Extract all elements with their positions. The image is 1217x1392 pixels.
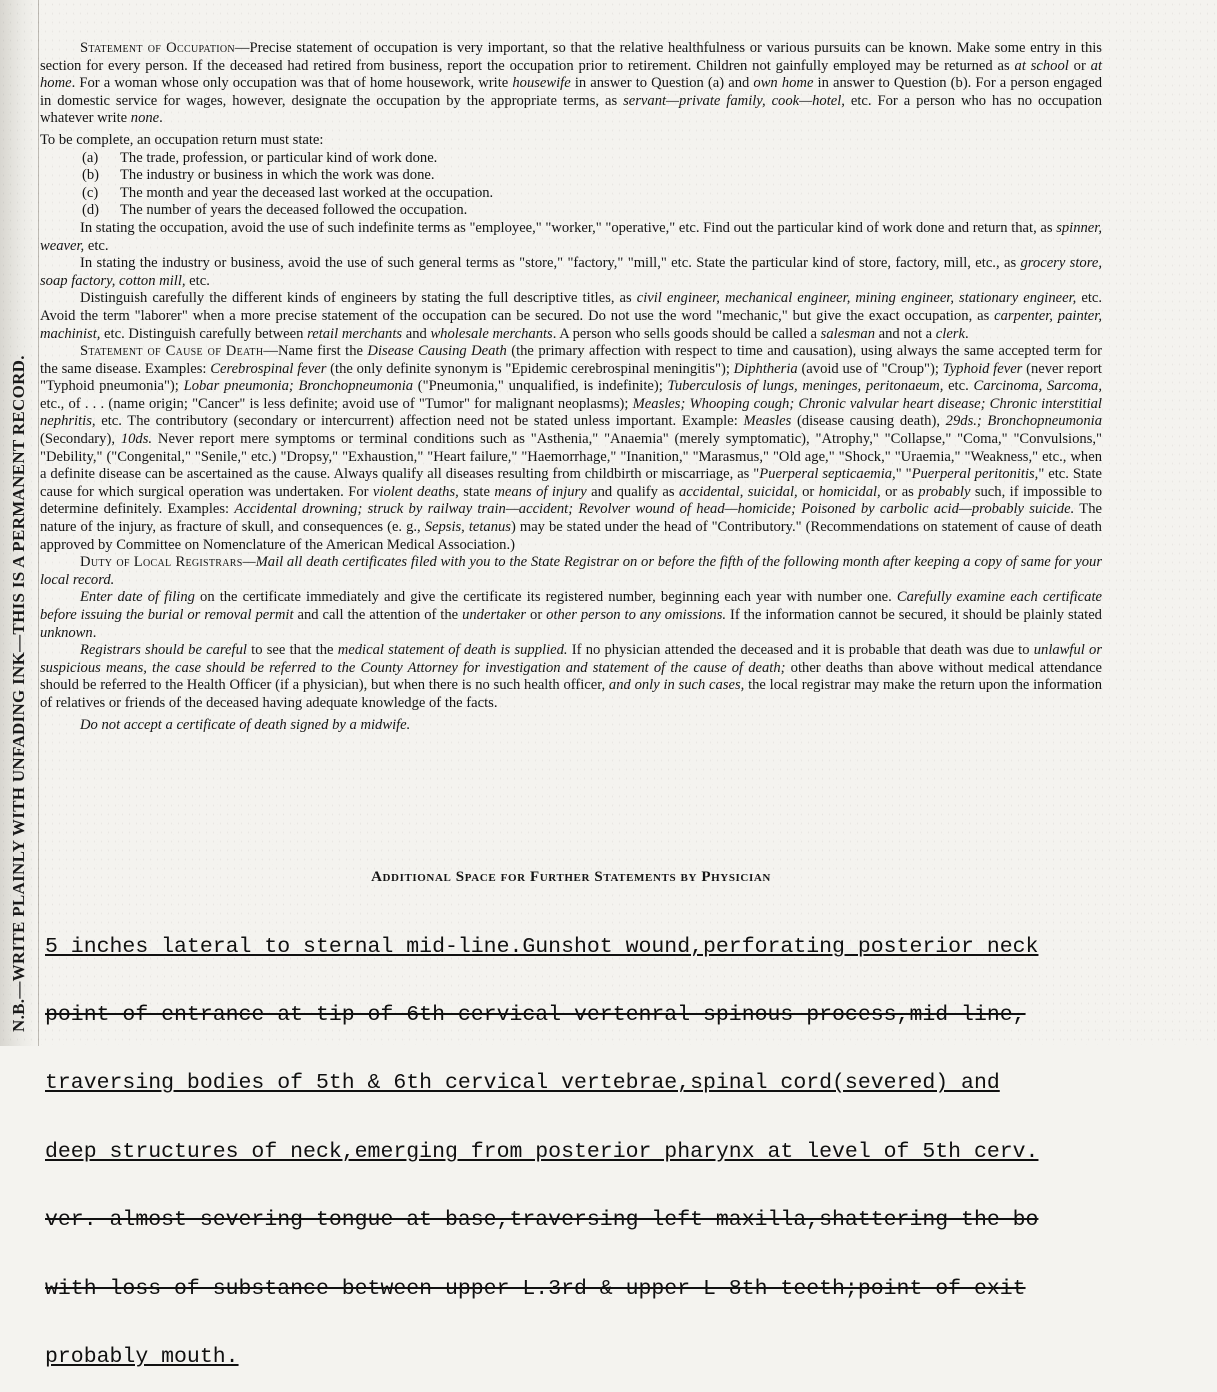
occupation-requirements-list — [82, 150, 1102, 220]
requirement-item: (a) The trade, profession, or particular kind of work done. — [82, 149, 438, 166]
midwife-notice: Do not accept a certificate of death signed by a midwife. — [80, 716, 411, 733]
filing-paragraph: Enter date of filing on the certificate immediately and give the certificate its registered number, beginning each year with number one. Carefully examine each certificate before issuing the burial or removal permit and call the attention of the undertaker or other person to any omissions. If the information cannot be secured, it should be plainly stated unknown. — [40, 589, 1102, 641]
occupation-requirements-intro: To be complete, an occupation return must state: — [40, 131, 324, 148]
permanent-record-note: N.B.—WRITE PLAINLY WITH UNFADING INK—THIS IS A PERMANENT RECORD. — [9, 355, 28, 1032]
cause-of-death-heading: Statement of Cause of Death — [80, 343, 264, 360]
physician-typed-statement — [45, 890, 1217, 1369]
typed-line: ver. almost severing tongue at base,traversing left maxilla,shattering the bo — [45, 1208, 1039, 1233]
engineers-paragraph: Distinguish carefully the different kinds of engineers by stating the full descriptive titles, as civil engineer, mechanical engineer, mining engineer, stationary engineer, etc. Avoid the term "laborer" when a more precise statement of the occupation can be secured. Do not use the word "mechanic," but give the exact occupation, as carpenter, painter, machinist, etc. Distinguish carefully between retail merchants and wholesale merchants. A person who sells goods should be called a salesman and not a clerk. — [40, 290, 1103, 342]
requirement-item: (b) The industry or business in which the work was done. — [82, 167, 435, 184]
left-margin-strip — [0, 0, 39, 1046]
typed-line: point of entrance at tip of 6th cervical vertenral spinous process,mid-line, — [45, 1002, 1026, 1027]
registrars-duty-paragraph: Duty of Local Registrars—Mail all death certificates filed with you to the State Registrar on or before the fifth of the following month after keeping a copy of same for your local record. — [40, 554, 1102, 588]
medical-statement-paragraph: Registrars should be careful to see that the medical statement of death is supplied. If no physician attended the deceased and it is probable that death was due to unlawful or suspicious means, the case should be referred to the County Attorney for investigation and statement of the cause of death; other deaths than above without medical attendance should be referred to the Health Officer (if a physician), but when there is no such health officer, and only in such cases, the local registrar may make the return upon the information of relatives or friends of the deceased having adequate knowledge of the facts. — [40, 642, 1103, 711]
occupation-heading: Statement of Occupation — [80, 40, 235, 56]
typed-line: probably mouth. — [45, 1344, 239, 1369]
additional-space-heading: Additional Space for Further Statements by Physician — [371, 869, 771, 885]
requirement-item: (c) The month and year the deceased last worked at the occupation. — [82, 184, 494, 201]
requirement-item: (d) The number of years the deceased followed the occupation. — [82, 202, 468, 219]
occupation-paragraph: Statement of Occupation—Precise statement of occupation is very important, so that the relative healthfulness or various pursuits can be known. Make some entry in this section for every person. If the deceased had retired from business, report the occupation prior to retirement. Children not gainfully employed may be returned as at school or at home. For a woman whose only occupation was that of home housework, write housewife in answer to Question (a) and own home in answer to Question (b). For a person engaged in domestic service for wages, however, designate the occupation by the appropriate terms, as servant—private family, cook—hotel, etc. For a person who has no occupation whatever write none. — [40, 40, 1103, 127]
typed-line: 5 inches lateral to sternal mid-line.Gunshot wound,perforating posterior neck — [45, 934, 1039, 959]
typed-line: traversing bodies of 5th & 6th cervical vertebrae,spinal cord(severed) and — [45, 1071, 1000, 1096]
cause-of-death-paragraph: Statement of Cause of Death—Name first the Disease Causing Death (the primary affection with respect to time and causation), using always the same accepted term for the same disease. Examples: Cerebrospinal fever (the only definite synonym is "Epidemic cerebrospinal meningitis"); Diphtheria (avoid use of "Croup"); Typhoid fever (never report "Typhoid pneumonia"); Lobar pneumonia; Bronchopneumonia ("Pneumonia," unqualified, is indefinite); Tuberculosis of lungs, meninges, peritonaeum, etc. Carcinoma, Sarcoma, etc., of . . . (name origin; "Cancer" is less definite; avoid use of "Tumor" for malignant neoplasms); Measles; Whooping cough; Chronic valvular heart disease; Chronic interstitial nephritis, etc. The contributory (secondary or intercurrent) affection need not be stated unless important. Example: Measles (disease causing death), 29ds.; Bronchopneumonia (Secondary), 10ds. Never report mere symptoms or terminal conditions such as "Asthenia," "Anaemia" (merely symptomatic), "Atrophy," "Collapse," "Coma," "Convulsions," "Debility," ("Congenital," "Senile," etc.) "Dropsy," "Exhaustion," "Heart failure," "Haemorrhage," "Inanition," "Marasmus," "Old age," "Shock," "Uraemia," "Weakness," etc., when a definite disease can be ascertained as the cause. Always qualify all diseases resulting from childbirth or miscarriage, as "Puerperal septicaemia," "Puerperal peritonitis," etc. State cause for which surgical operation was undertaken. For violent deaths, state means of injury and qualify as accidental, suicidal, or homicidal, or as probably such, if impossible to determine definitely. Examples: Accidental drowning; struck by railway train—accident; Revolver wound of head—homicide; Poisoned by carbolic acid—probably suicide. The nature of the injury, as fracture of skull, and consequences (e. g., Sepsis, tetanus) may be stated under the head of "Contributory." (Recommendations on statement of cause of death approved by Committee on Nomenclature of the American Medical Association.) — [40, 343, 1102, 553]
instructions-body — [40, 40, 1102, 734]
typed-line: with loss of substance between upper L.3rd & upper L 8th teeth;point of exit — [45, 1276, 1026, 1301]
industry-terms-paragraph: In stating the industry or business, avoid the use of such general terms as "store," "factory," "mill," etc. State the particular kind of store, factory, mill, etc., as grocery store, soap factory, cotton mill, etc. — [40, 255, 1102, 289]
typed-line: deep structures of neck,emerging from posterior pharynx at level of 5th cerv. — [45, 1139, 1039, 1164]
registrars-heading: Duty of Local Registrars — [80, 554, 243, 571]
occupation-terms-paragraph: In stating the occupation, avoid the use of such indefinite terms as "employee," "worker," "operative," etc. Find out the particular kind of work done and return that, as spinner, weaver, etc. — [40, 219, 1102, 254]
